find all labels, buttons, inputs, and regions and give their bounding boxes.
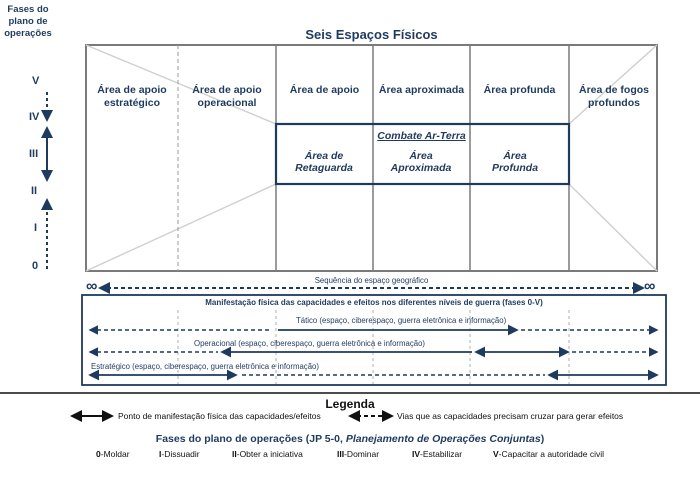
phase-axis-label: II [31,185,38,197]
phase-code: I [159,449,162,459]
column-label: Área de apoio estratégico [97,84,167,109]
phase-code: II [232,449,237,459]
combat-title: Combate Ar-Terra [377,130,466,142]
phase-item [493,449,604,459]
phase-code: IV [412,449,421,459]
legend-solid-label: Ponto de manifestação física das capacidades/efeitos [118,411,321,421]
legend-dashed-label: Vias que as capacidades precisam cruzar para gerar efeitos [397,411,624,421]
combat-area: Área Aproximada [390,150,452,174]
combat-area: Área de Retaguarda [295,150,353,174]
level-operacional: Operacional (espaço, ciberespaço, guerra eletrônica e informação) [194,339,425,348]
phases-title-prefix: Fases do plano de operações (JP 5-0, [155,433,346,445]
column-label: Área de apoio [289,84,360,96]
combat-area: Área Profunda [491,150,539,174]
column-label: Área de fogos profundos [578,84,649,109]
column-label: Área de apoio operacional [192,84,262,109]
phase-item [159,449,200,459]
sequence-label: Sequência do espaço geográfico [314,276,429,285]
phase-code: III [337,449,345,459]
phases-title [0,433,700,445]
column-label: Área profunda [483,84,556,96]
phase-item [232,449,303,459]
phase-axis-label: I [34,222,38,234]
phase-label: -Estabilizar [420,449,463,459]
phases-title-italic: Planejamento de Operações Conjuntas [345,433,541,445]
level-estrategico: Estratégico (espaço, ciberespaço, guerra eletrônica e informação) [91,362,319,371]
phase-axis-label: III [29,148,39,160]
phase-label: -Dissuadir [161,449,200,459]
phase-label: -Dominar [344,449,380,459]
phase-item [412,449,462,459]
phase-item [96,449,130,459]
phase-label: -Obter a iniciativa [236,449,303,459]
phases-title-suffix: ) [540,433,545,445]
phase-item [337,449,379,459]
phase-code: V [493,449,499,459]
phases-header: Fases do plano de operações [4,4,52,39]
phase-axis-label: IV [29,111,40,123]
legend-title: Legenda [325,397,375,411]
phase-axis-label: V [32,75,40,87]
main-frame [86,45,657,271]
phase-label: -Capacitar a autoridade civil [498,449,605,459]
main-title: Seis Espaços Físicos [305,27,438,42]
phase-label: -Moldar [100,449,130,459]
infinity-right: ∞ [644,278,656,295]
level-tatico: Tático (espaço, ciberespaço, guerra eletrônica e informação) [296,316,507,325]
infinity-left: ∞ [86,278,98,295]
phase-axis-label: 0 [32,260,39,272]
column-label: Área aproximada [378,84,465,96]
manifest-title: Manifestação física das capacidades e efeitos nos diferentes níveis de guerra (fases 0-V) [205,298,543,307]
phase-code: 0 [96,449,101,459]
